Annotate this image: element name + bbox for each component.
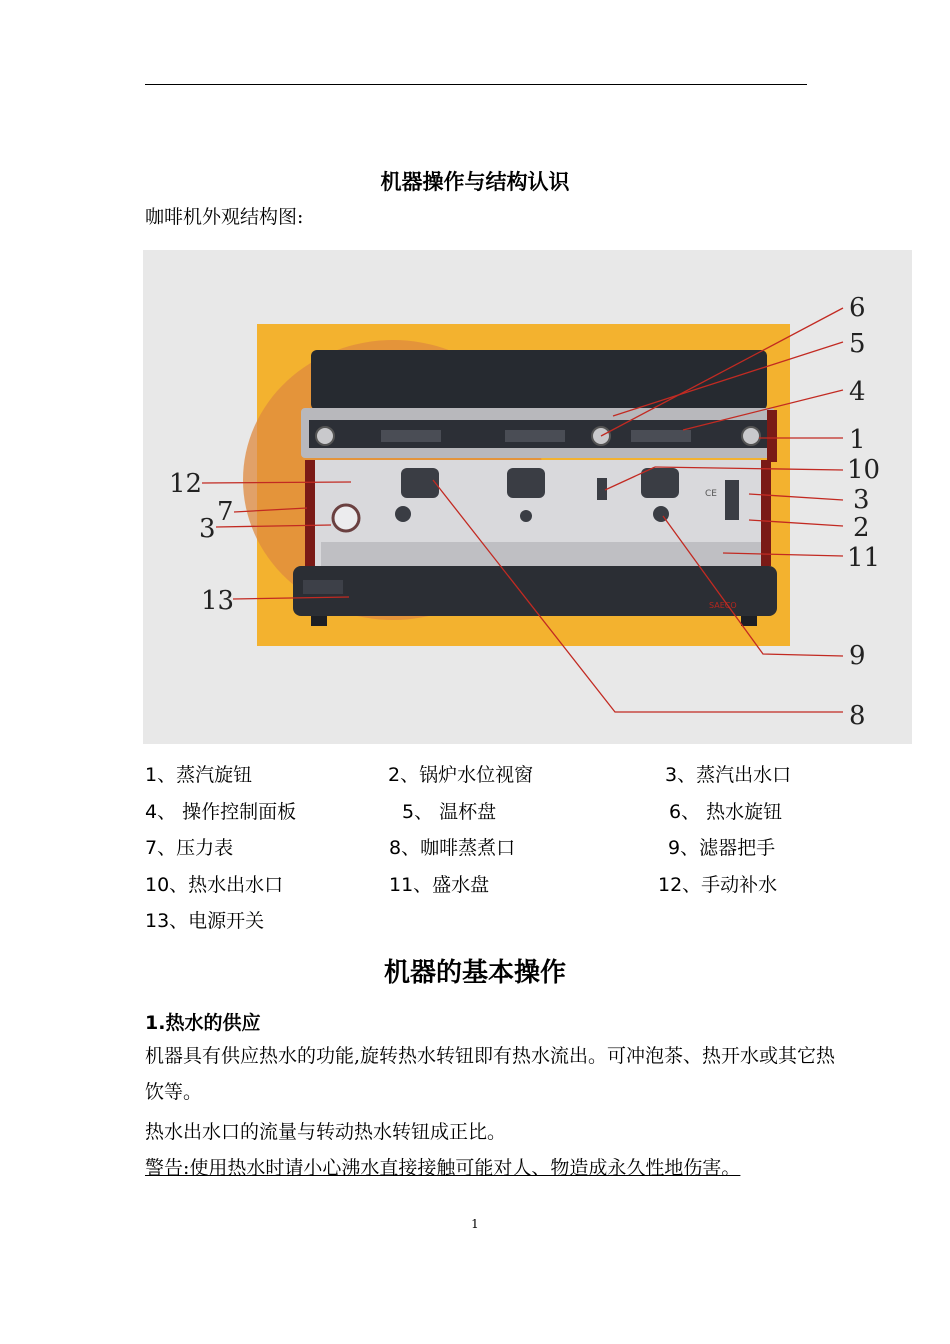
legend-item: 1、蒸汽旋钮 xyxy=(145,764,253,786)
callout-5: 5 xyxy=(849,329,866,359)
legend-row xyxy=(145,870,845,907)
legend-item: 11、盛水盘 xyxy=(389,873,490,896)
callout-12: 12 xyxy=(169,469,203,499)
legend-row xyxy=(145,797,845,834)
callout-1: 1 xyxy=(849,425,866,455)
callout-9: 9 xyxy=(849,641,866,671)
legend-item: 12、手动补水 xyxy=(658,873,778,896)
legend-item: 4、 操作控制面板 xyxy=(145,800,297,823)
legend-item: 9、滤器把手 xyxy=(668,837,776,859)
legend-row xyxy=(145,760,845,797)
legend-item: 3、蒸汽出水口 xyxy=(665,764,792,786)
ce-mark: CE xyxy=(705,489,717,499)
coffee-machine-figure xyxy=(143,250,912,744)
legend-item: 8、咖啡蒸煮口 xyxy=(389,837,516,859)
callout-2: 2 xyxy=(853,513,870,543)
callout-3-left: 3 xyxy=(199,514,216,544)
paragraph-hot-water: 机器具有供应热水的功能,旋转热水转钮即有热水流出。可冲泡茶、热开水或其它热饮等。 xyxy=(145,1045,836,1103)
legend-item: 6、 热水旋钮 xyxy=(669,800,783,823)
legend-item: 5、 温杯盘 xyxy=(402,800,497,823)
callout-6: 6 xyxy=(849,293,866,323)
callout-7: 7 xyxy=(217,497,234,527)
callout-10: 10 xyxy=(847,455,881,485)
paragraph-flow: 热水出水口的流量与转动热水转钮成正比。 xyxy=(145,1121,507,1143)
warning-text: 警告:使用热水时请小心沸水直接接触可能对人、物造成永久性地伤害。 xyxy=(145,1157,741,1179)
parts-legend xyxy=(145,760,845,943)
page-number: 1 xyxy=(471,1217,479,1231)
figure-caption: 咖啡机外观结构图: xyxy=(145,206,304,228)
callout-13: 13 xyxy=(201,586,235,616)
callout-11: 11 xyxy=(847,543,881,573)
section-heading: 机器的基本操作 xyxy=(383,958,566,988)
callout-3-right: 3 xyxy=(853,485,870,515)
header-rule xyxy=(145,84,807,85)
legend-item: 13、电源开关 xyxy=(145,910,265,932)
legend-row xyxy=(145,833,845,870)
callout-4: 4 xyxy=(849,377,866,407)
legend-row xyxy=(145,906,845,943)
page-title: 机器操作与结构认识 xyxy=(380,169,570,194)
legend-item: 7、压力表 xyxy=(145,837,234,859)
callout-8: 8 xyxy=(849,701,866,731)
legend-item: 2、锅炉水位视窗 xyxy=(388,764,534,786)
legend-item: 10、热水出水口 xyxy=(145,873,284,896)
brand-logo: SAECO xyxy=(709,601,737,610)
subheading: 1.热水的供应 xyxy=(145,1012,261,1034)
